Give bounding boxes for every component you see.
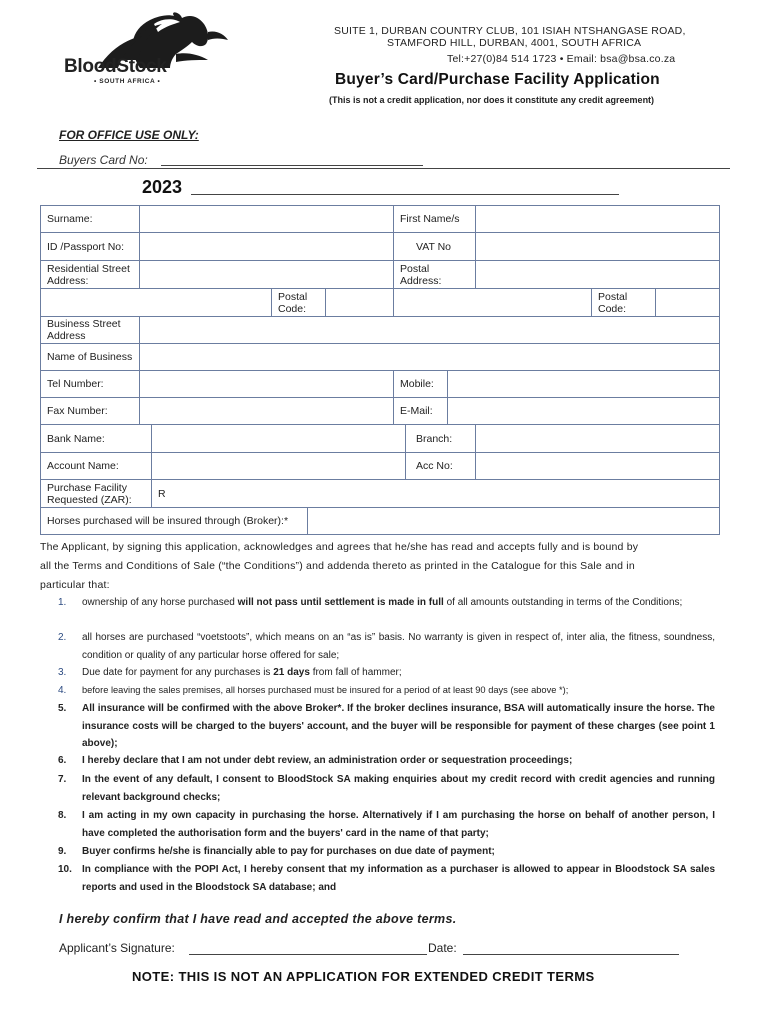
postal-code-label-1: Postal Code:	[271, 289, 325, 316]
table-row	[40, 261, 720, 289]
email-input[interactable]	[447, 398, 721, 424]
buyers-card-label: Buyers Card No:	[59, 153, 148, 167]
acc-no-input[interactable]	[475, 453, 721, 479]
date-label: Date:	[428, 941, 457, 955]
first-names-label: First Name/s	[393, 206, 475, 232]
terms-intro-line: all the Terms and Conditions of Sale (“the Conditions”) and addenda thereto as printed in the Catalogue for this Sale and in	[40, 560, 635, 572]
item-text: Due date for payment for any purchases is 21 days from fall of hammer;	[82, 667, 402, 678]
table-row	[40, 480, 720, 508]
divider	[37, 168, 730, 169]
bank-name-label: Bank Name:	[47, 432, 105, 445]
id-passport-input[interactable]	[139, 233, 393, 260]
bloodstock-logo	[58, 10, 238, 90]
purchase-facility-label: Purchase Facility Requested (ZAR):	[47, 481, 132, 506]
page-title: Buyer’s Card/Purchase Facility Application	[335, 71, 660, 88]
currency-prefix: R	[158, 487, 166, 500]
table-row	[40, 371, 720, 398]
broker-input[interactable]	[307, 508, 721, 534]
table-row	[40, 425, 720, 453]
address-line-2: STAMFORD HILL, DURBAN, 4001, SOUTH AFRICA	[387, 37, 642, 49]
address-line-1: SUITE 1, DURBAN COUNTRY CLUB, 101 ISIAH NTSHANGASE ROAD,	[334, 25, 686, 37]
tel-label: Tel Number:	[47, 378, 104, 390]
residential-address-input-2[interactable]	[41, 289, 271, 316]
business-address-label: Business Street Address	[47, 318, 121, 342]
account-name-label: Account Name:	[47, 460, 119, 472]
branch-label: Branch:	[405, 425, 475, 452]
item-text: All insurance will be confirmed with the above Broker*. If the broker declines insurance, BSA will automatically insure the horse. The insurance costs will be charged to the buyers' account, and the buyer will be responsible for payment of these charges (see point 1 above);	[82, 703, 715, 749]
surname-input[interactable]	[139, 206, 393, 232]
item-number: 10.	[58, 864, 72, 875]
item-number: 3.	[58, 667, 67, 678]
vat-label: VAT No	[393, 233, 475, 260]
vat-input[interactable]	[475, 233, 721, 260]
table-row	[40, 317, 720, 344]
surname-label: Surname:	[47, 213, 93, 225]
postal-code-input-2[interactable]	[655, 289, 721, 316]
mobile-label: Mobile:	[393, 371, 447, 397]
table-row	[40, 453, 720, 480]
item-text: In the event of any default, I consent to BloodStock SA making enquiries about my credit record with credit agencies and running relevant background checks;	[82, 774, 715, 803]
fax-label: Fax Number:	[47, 405, 108, 417]
id-passport-label: ID /Passport No:	[47, 240, 125, 253]
signature-field[interactable]	[189, 954, 427, 955]
signature-label: Applicant’s Signature:	[59, 941, 175, 955]
acc-no-label: Acc No:	[405, 453, 475, 479]
email-label: E-Mail:	[393, 398, 447, 424]
terms-intro-line: The Applicant, by signing this application, acknowledges and agrees that he/she has read and accepts fully and is bound by	[40, 541, 639, 553]
table-row	[40, 205, 720, 233]
item-number: 7.	[58, 774, 67, 785]
logo-wordmark: BloodStock	[64, 56, 167, 77]
bank-name-input[interactable]	[151, 425, 405, 452]
tel-input[interactable]	[139, 371, 393, 397]
logo-tagline: • SOUTH AFRICA •	[94, 78, 161, 85]
business-name-label: Name of Business	[47, 351, 133, 363]
item-number: 9.	[58, 846, 67, 857]
table-row	[40, 398, 720, 425]
date-field[interactable]	[463, 954, 679, 955]
item-text: before leaving the sales premises, all horses purchased must be insured for a period of at least 90 days (see above *);	[82, 685, 569, 695]
confirmation-statement: I hereby confirm that I have read and accepted the above terms.	[59, 912, 457, 926]
contact-line: Tel:+27(0)84 514 1723 • Email: bsa@bsa.co.za	[447, 53, 676, 65]
postal-code-input-1[interactable]	[325, 289, 393, 316]
postal-code-label-2: Postal Code:	[591, 289, 655, 316]
item-number: 8.	[58, 810, 67, 821]
table-row	[40, 233, 720, 261]
item-text: I am acting in my own capacity in purchasing the horse. Alternatively if I am purchasing the horse on behalf of another person, I have completed the authorisation form and the buyers' card in the name of that party;	[82, 810, 715, 839]
page-subtitle: (This is not a credit application, nor does it constitute any credit agreement)	[329, 95, 655, 105]
terms-intro	[40, 538, 715, 595]
insured-through-label: Horses purchased will be insured through (Broker):*	[47, 515, 289, 527]
first-names-input[interactable]	[475, 206, 721, 232]
fax-input[interactable]	[139, 398, 393, 424]
table-row	[40, 508, 720, 535]
business-name-input[interactable]	[139, 344, 721, 370]
buyers-card-field[interactable]	[161, 165, 423, 166]
office-use-heading: FOR OFFICE USE ONLY:	[59, 128, 199, 142]
residential-address-input[interactable]	[139, 261, 393, 288]
postal-address-label: Postal Address:	[393, 261, 475, 288]
table-row	[40, 289, 720, 317]
postal-address-input[interactable]	[475, 261, 721, 288]
item-text: In compliance with the POPI Act, I hereby consent that my information as a purchaser is allowed to appear in Bloodstock SA sales reports and used in the Bloodstock SA database; and	[82, 864, 715, 893]
item-text: Buyer confirms he/she is financially able to pay for purchases on due date of payment;	[82, 846, 495, 857]
item-number: 6.	[58, 755, 67, 766]
item-number: 2.	[58, 632, 67, 643]
terms-intro-line: particular that:	[40, 579, 110, 591]
postal-address-input-2[interactable]	[393, 289, 591, 316]
item-text: I hereby declare that I am not under debt review, an administration order or sequestration proceedings;	[82, 755, 573, 766]
item-number: 1.	[58, 597, 67, 608]
item-number: 4.	[58, 685, 67, 696]
year-field[interactable]	[191, 194, 619, 195]
item-number: 5.	[58, 703, 67, 714]
mobile-input[interactable]	[447, 371, 721, 397]
residential-address-label: Residential Street Address:	[47, 262, 130, 287]
business-address-input[interactable]	[139, 317, 721, 343]
item-text: ownership of any horse purchased will not pass until settlement is made in full of all amounts outstanding in terms of the Conditions;	[82, 597, 683, 608]
table-row	[40, 344, 720, 371]
item-text: all horses are purchased “voetstoots”, which means on an “as is” basis. No warranty is given in respect of, inter alia, the fitness, soundness, condition or quality of any particular horse offered for sale;	[82, 632, 715, 661]
purchase-facility-input[interactable]	[151, 480, 721, 507]
credit-terms-note: NOTE: THIS IS NOT AN APPLICATION FOR EXTENDED CREDIT TERMS	[132, 969, 595, 984]
account-name-input[interactable]	[151, 453, 405, 479]
branch-input[interactable]	[475, 425, 721, 452]
year-label: 2023	[142, 177, 183, 197]
